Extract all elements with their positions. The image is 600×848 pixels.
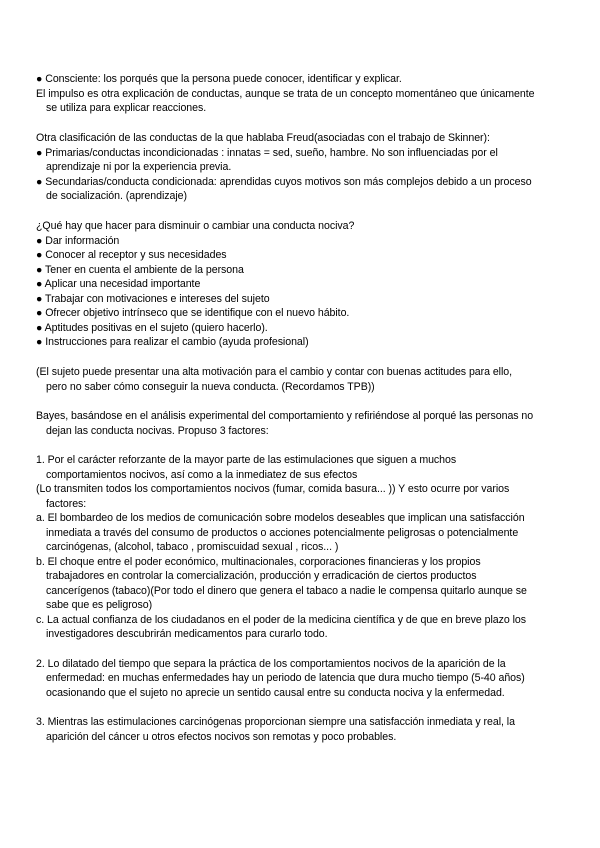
- list-item: ● Tener en cuenta el ambiente de la persona: [36, 264, 244, 276]
- secundarias-bullet: ● Secundarias/conducta condicionada: aprendidas cuyos motivos son más complejos debido a un proceso: [36, 176, 532, 188]
- primarias-bullet-cont: aprendizaje ni por la experiencia previa.: [46, 161, 232, 173]
- bayes-intro: Bayes, basándose en el análisis experimental del comportamiento y refiriéndose al porqué las personas no: [36, 410, 534, 422]
- list-item: ● Instrucciones para realizar el cambio (ayuda profesional): [36, 336, 309, 348]
- factor-1-note: (Lo transmiten todos los comportamientos nocivos (fumar, comida basura... )) Y esto ocurre por varios: [36, 483, 510, 495]
- list-item: ● Trabajar con motivaciones e intereses del sujeto: [36, 293, 270, 305]
- consciente-bullet: ● Consciente: los porqués que la persona puede conocer, identificar y explicar.: [36, 73, 402, 85]
- factor-1b: b. El choque entre el poder económico, multinacionales, corporaciones financieras y los propios: [36, 556, 481, 568]
- factor-2: 2. Lo dilatado del tiempo que separa la práctica de los comportamientos nocivos de la aparición de la: [36, 658, 506, 670]
- impulso-text-cont: se utiliza para explicar reacciones.: [46, 102, 207, 114]
- factor-3-cont: aparición del cáncer u otros efectos nocivos son remotas y poco probables.: [46, 731, 397, 743]
- factor-1a: a. El bombardeo de los medios de comunicación sobre modelos deseables que implican una satisfacción: [36, 512, 525, 524]
- bayes-intro-cont: dejan las conducta nocivas. Propuso 3 factores:: [46, 425, 269, 437]
- list-item: ● Dar información: [36, 235, 120, 247]
- factor-1-note-cont: factores:: [46, 498, 87, 510]
- que-hacer-question: ¿Qué hay que hacer para disminuir o cambiar una conducta nociva?: [36, 220, 355, 232]
- factor-1b-cont: trabajadores en controlar la comercialización, producción y erradicación de ciertos productos: [46, 570, 477, 582]
- primarias-bullet: ● Primarias/conductas incondicionadas : innatas = sed, sueño, hambre. No son influenciadas por el: [36, 147, 498, 159]
- factor-2-cont: enfermedad: en muchas enfermedades hay un periodo de latencia que dura mucho tiempo (5-40 años): [46, 672, 525, 684]
- tpb-note-cont: pero no saber cómo conseguir la nueva conducta. (Recordamos TPB)): [46, 381, 375, 393]
- factor-1-cont: comportamientos nocivos, así como a la inmediatez de sus efectos: [46, 469, 358, 481]
- impulso-text: El impulso es otra explicación de conductas, aunque se trata de un concepto momentáneo que únicamente: [36, 88, 535, 100]
- list-item: ● Aptitudes positivas en el sujeto (quiero hacerlo).: [36, 322, 268, 334]
- factor-1c-cont: investigadores descubrirán medicamentos para curarlo todo.: [46, 628, 328, 640]
- secundarias-bullet-cont: de socialización. (aprendizaje): [46, 190, 187, 202]
- list-item: ● Ofrecer objetivo intrínseco que se identifique con el nuevo hábito.: [36, 307, 350, 319]
- factor-3: 3. Mientras las estimulaciones carcinógenas proporcionan siempre una satisfacción inmediata y real, la: [36, 716, 515, 728]
- factor-1b-cont: sabe que es peligroso): [46, 599, 153, 611]
- factor-2-cont: ocasionando que el sujeto no aprecie un sentido causal entre su conducta nociva y la enfermedad.: [46, 687, 505, 699]
- clasificacion-intro: Otra clasificación de las conductas de la que hablaba Freud(asociadas con el trabajo de Skinner):: [36, 132, 490, 144]
- list-item: ● Conocer al receptor y sus necesidades: [36, 249, 227, 261]
- factor-1a-cont: inmediata a través del consumo de productos o acciones potencialmente peligrosas o potencialmente: [46, 527, 519, 539]
- factor-1c: c. La actual confianza de los ciudadanos en el poder de la medicina científica y de que en breve plazo los: [36, 614, 526, 626]
- list-item: ● Aplicar una necesidad importante: [36, 278, 201, 290]
- tpb-note: (El sujeto puede presentar una alta motivación para el cambio y contar con buenas actitudes para ello,: [36, 366, 513, 378]
- factor-1: 1. Por el carácter reforzante de la mayor parte de las estimulaciones que siguen a muchos: [36, 454, 457, 466]
- factor-1a-cont: carcinógenas, (alcohol, tabaco , promiscuidad sexual , ricos... ): [46, 541, 339, 553]
- factor-1b-cont: cancerígenos (tabaco)(Por todo el dinero que genera el tabaco a nadie le compensa quitarlo aunque se: [46, 585, 527, 597]
